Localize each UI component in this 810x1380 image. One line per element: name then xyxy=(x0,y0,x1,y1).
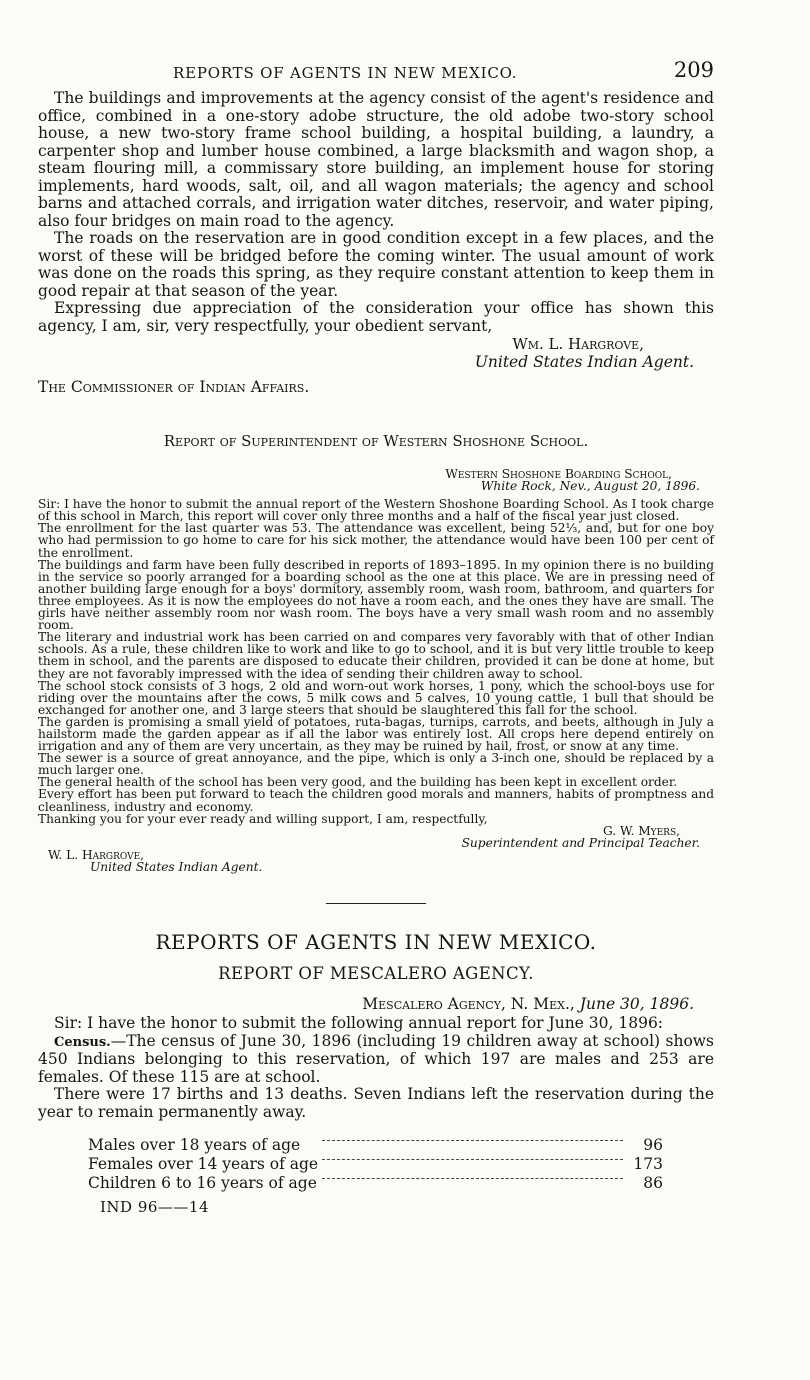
stat-label: Children 6 to 16 years of age xyxy=(88,1173,317,1192)
running-header xyxy=(38,56,714,90)
signature-name: G. W. Myers, xyxy=(603,823,680,838)
page-number: 209 xyxy=(673,58,714,82)
shoshone-report xyxy=(38,468,714,873)
paragraph: The buildings and farm have been fully described in reports of 1893–1895. In my opinion there is no building in the service so poorly arranged for a boarding school as the one at this place. We are in pressing need of another building large enough for a boys' dormitory, assembly room, wash room, bathroom, and quarters for three employees. As it is now the employees do not have a room each, and the ones they have are small. The girls have neither assembly room nor wash room. The boys have a very small wash room and no assembly room. xyxy=(38,557,714,633)
paragraph: The school stock consists of 3 hogs, 2 old and worn-out work horses, 1 pony, which the school-boys use for riding over the mountains after the cows, 5 milk cows and 5 calves, 10 young cattle, 1 bull that should be exchanged for another one, and 3 large steers that should be slaughtered this fall for the school. xyxy=(38,678,714,717)
table-row xyxy=(88,1173,663,1192)
paragraph: The sewer is a source of great annoyance, and the pipe, which is only a 3-inch one, should be replaced by a much larger one. xyxy=(38,751,714,778)
section-title: REPORTS OF AGENTS IN NEW MEXICO. xyxy=(155,930,597,955)
dateline-date: White Rock, Nev., August 20, 1896. xyxy=(480,479,700,494)
census-text: —The census of June 30, 1896 (including 19 children away at school) shows 450 Indians belonging to this reservation, of which 197 are males and 253 are females. Of these 115 are at school. xyxy=(38,1031,714,1086)
leader-dots xyxy=(322,1135,623,1154)
paragraph: Every effort has been put forward to teach the children good morals and manners, habits of promptness and cleanliness, industry and economy. xyxy=(38,787,714,814)
paragraph: Sir: I have the honor to submit the annual report of the Western Shoshone Boarding School. As I took charge of this school in March, this report will cover only three months and a half of the fiscal year just closed. xyxy=(38,497,714,524)
leader-dots xyxy=(322,1173,623,1192)
table-row xyxy=(88,1154,663,1173)
report-heading: Report of Superintendent of Western Shoshone School. xyxy=(163,432,589,450)
section-divider xyxy=(326,903,426,904)
paragraph: The general health of the school has been very good, and the building has been kept in excellent order. xyxy=(38,775,678,790)
paragraph: The literary and industrial work has been carried on and compares very favorably with that of other Indian schools. As a rule, these children like to work and like to go to school, and it is but very little trouble to keep them in school, and the parents are disposed to educate their children, provided it can be done at home, but they are not favorably impressed with the idea of sending their children away to school. xyxy=(38,630,714,681)
addressee-name: W. L. Hargrove, xyxy=(48,847,145,862)
stat-value: 96 xyxy=(643,1135,663,1154)
paragraph xyxy=(38,1033,714,1087)
salutation: Sir: I have the honor to submit the following annual report for June 30, 1896: xyxy=(54,1014,664,1033)
stat-value: 173 xyxy=(633,1154,663,1173)
paragraph: The buildings and improvements at the agency consist of the agent's residence and office, combined in a one-story adobe structure, the old adobe two-story school house, a new two-story frame school building, a hospital building, a laundry, a carpenter shop and lumber house combined, a large blacksmith and wagon shop, a steam flouring mill, a commissary store building, an implement house for storing implements, hard woods, salt, oil, and all wagon materials; the agency and school barns and attached corrals, and irrigation water ditches, reservoir, and water piping, also four bridges on main road to the agency. xyxy=(38,89,714,230)
signature-title: United States Indian Agent. xyxy=(474,353,694,371)
dateline-place: Western Shoshone Boarding School, xyxy=(445,467,672,481)
dateline xyxy=(38,995,694,1013)
signature-title: Superintendent and Principal Teacher. xyxy=(461,835,700,850)
paragraph: There were 17 births and 13 deaths. Seven Indians left the reservation during the year to remain permanently away. xyxy=(38,1085,714,1121)
signature-name: Wm. L. Hargrove, xyxy=(512,335,644,353)
document-page xyxy=(38,56,714,1216)
addressee-title: United States Indian Agent. xyxy=(90,860,263,874)
dateline-place: Mescalero Agency, N. Mex., xyxy=(362,995,575,1014)
paragraph: Thanking you for your ever ready and willing support, I am, respectfully, xyxy=(38,811,488,826)
paragraph: The garden is promising a small yield of potatoes, ruta-bagas, turnips, carrots, and beets, although in July a hailstorm made the garden appear as if all the labor was entirely lost. All crops here depend entirely on irrigation and any of them are very uncertain, as they may be ruined by hail, frost, or snow at any time. xyxy=(38,714,714,754)
paragraph: The enrollment for the last quarter was 53. The attendance was excellent, being 52⅓, and, but for one boy who had permission to go home to care for his sick mother, the attendance would have been 100 per cent of the enrollment. xyxy=(38,521,714,560)
intro-section xyxy=(38,90,714,396)
stat-label: Males over 18 years of age xyxy=(88,1135,301,1154)
paragraph: Expressing due appreciation of the consideration your office has shown this agency, I am, sir, very respectfully, your obedient servant, xyxy=(38,299,714,335)
addressee: The Commissioner of Indian Affairs. xyxy=(38,378,310,396)
signature-block xyxy=(38,335,714,371)
running-title: REPORTS OF AGENTS IN NEW MEXICO. xyxy=(173,64,518,82)
subsection-title: REPORT OF MESCALERO AGENCY. xyxy=(218,964,534,984)
paragraph: The roads on the reservation are in good condition except in a few places, and the worst of these will be bridged before the coming winter. The usual amount of work was done on the roads this spring, as they require constant attention to keep them in good repair at that season of the year. xyxy=(38,229,714,300)
stat-value: 86 xyxy=(643,1173,663,1192)
table-row xyxy=(88,1135,663,1154)
signature-mark: IND 96——14 xyxy=(100,1198,210,1217)
dateline-date: June 30, 1896. xyxy=(579,995,694,1014)
census-runin: Census. xyxy=(54,1034,111,1050)
census-table xyxy=(88,1135,663,1192)
stat-label: Females over 14 years of age xyxy=(88,1154,319,1173)
leader-dots xyxy=(322,1154,623,1173)
